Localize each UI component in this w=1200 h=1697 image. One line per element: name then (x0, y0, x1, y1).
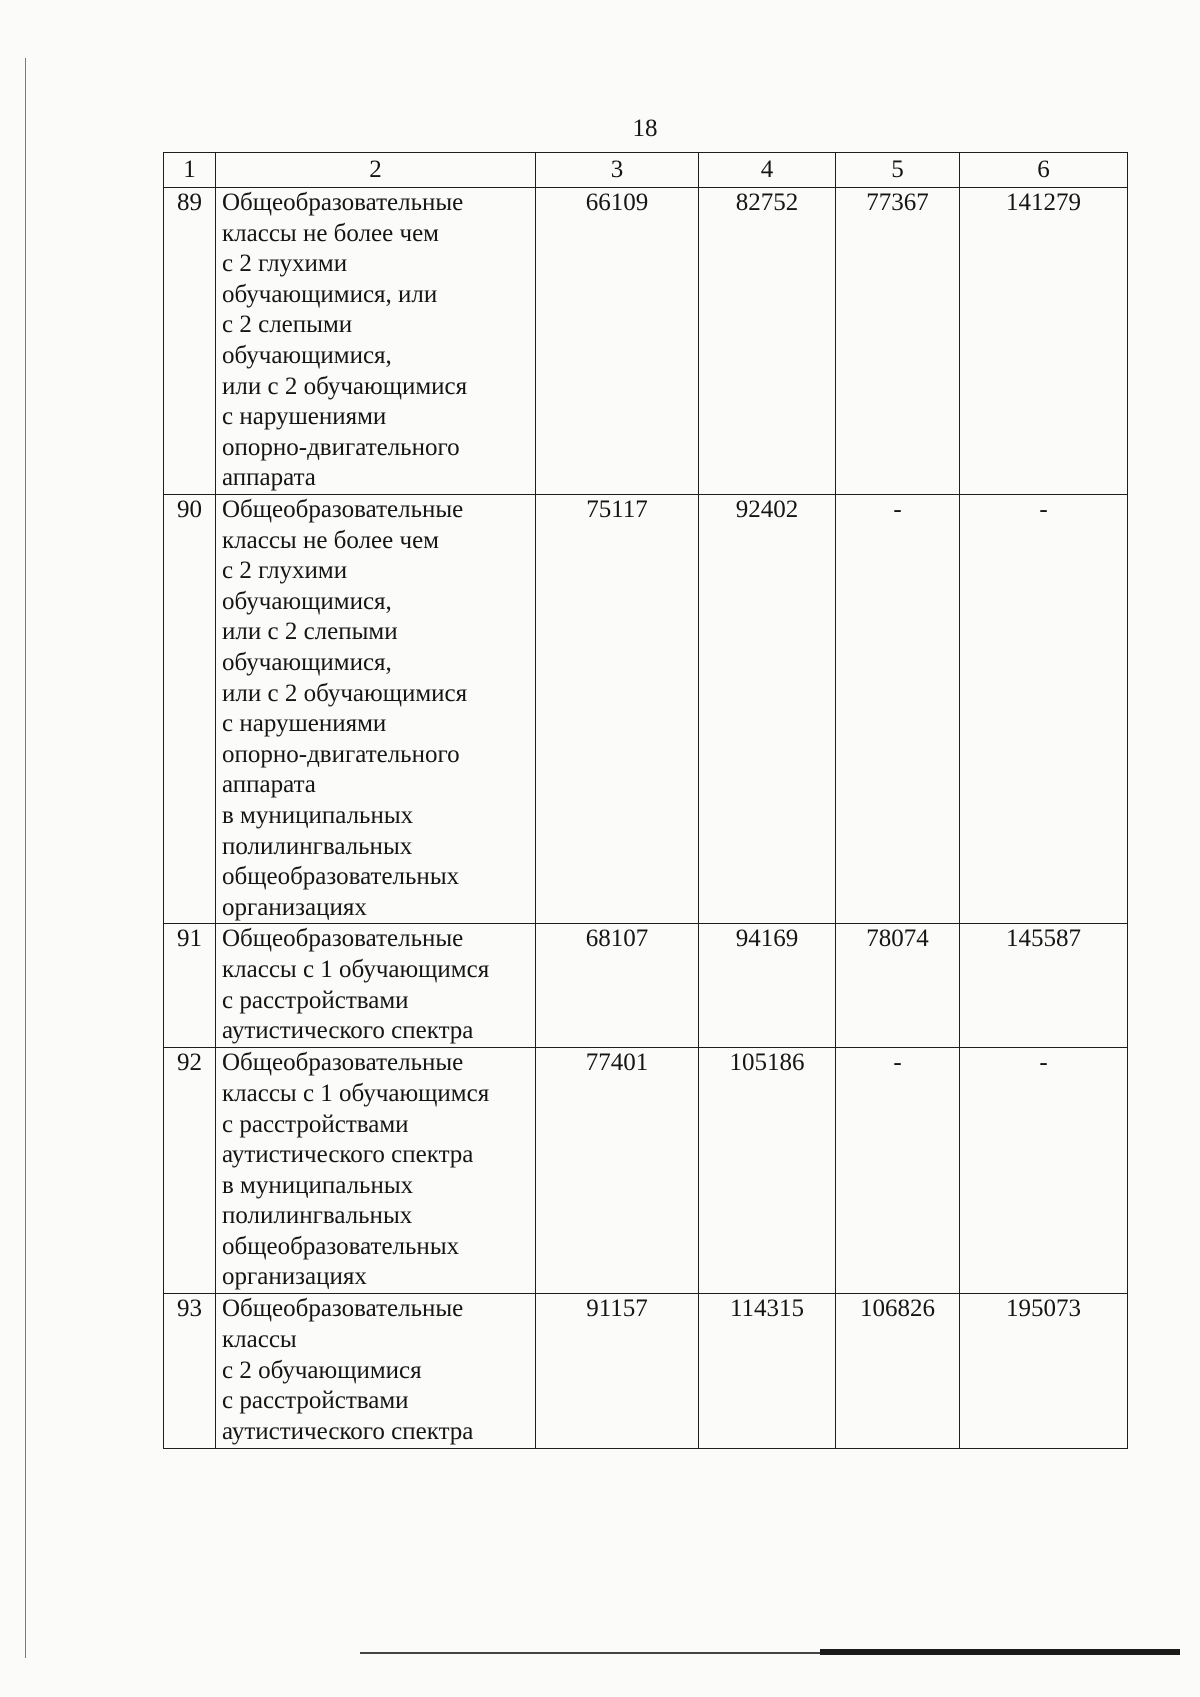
value-col-3: 75117 (536, 495, 699, 924)
description-line: обучающимися, или (222, 280, 438, 308)
description-line: с 2 обучающимися (222, 1356, 422, 1384)
description-line: с расстройствами (222, 1110, 409, 1138)
description-line: организациях (222, 1263, 367, 1291)
value-col-6: 141279 (960, 188, 1128, 495)
value-col-6: - (960, 1048, 1128, 1294)
description-line: обучающимися, (222, 648, 392, 676)
header-cell: 2 (216, 153, 536, 188)
value-col-5: 77367 (836, 188, 960, 495)
value-col-6: 145587 (960, 924, 1128, 1048)
description-line: классы с 1 обучающимся (222, 1079, 490, 1107)
description-line: или с 2 обучающимися (222, 679, 468, 707)
value-col-5: - (836, 1048, 960, 1294)
description-line: аутистического спектра (222, 1141, 474, 1169)
description-line: аутистического спектра (222, 1417, 474, 1445)
header-cell: 5 (836, 153, 960, 188)
row-description (216, 1294, 536, 1449)
description-line: с 2 слепыми (222, 311, 353, 339)
value-col-6: 195073 (960, 1294, 1128, 1449)
description-line: в муниципальных (222, 801, 414, 829)
row-number: 91 (164, 924, 216, 1048)
description-line: классы не более чем (222, 219, 439, 247)
description-line: полилингвальных (222, 1202, 413, 1230)
row-description (216, 495, 536, 924)
description-line: с расстройствами (222, 1387, 409, 1415)
description-line: с 2 глухими (222, 557, 348, 585)
description-line: аппарата (222, 464, 316, 492)
description-line: опорно-двигательного (222, 740, 460, 768)
table-row (164, 1294, 1128, 1449)
description-line: или с 2 слепыми (222, 618, 398, 646)
value-col-3: 66109 (536, 188, 699, 495)
description-line: в муниципальных (222, 1171, 414, 1199)
left-margin-line (25, 58, 26, 1658)
value-col-3: 77401 (536, 1048, 699, 1294)
row-description (216, 188, 536, 495)
value-col-4: 82752 (699, 188, 836, 495)
bottom-rule (820, 1649, 1180, 1655)
value-col-3: 68107 (536, 924, 699, 1048)
table-row (164, 1048, 1128, 1294)
page-number: 18 (632, 115, 658, 142)
description-line: организациях (222, 893, 367, 921)
value-col-6: - (960, 495, 1128, 924)
row-number: 90 (164, 495, 216, 924)
table-row (164, 495, 1128, 924)
value-col-5: 106826 (836, 1294, 960, 1449)
description-line: Общеобразовательные (222, 1295, 464, 1323)
table-row (164, 924, 1128, 1048)
tariff-table (163, 152, 1128, 1449)
table-row (164, 188, 1128, 495)
description-line: с 2 глухими (222, 250, 348, 278)
description-line: общеобразовательных (222, 863, 460, 891)
description-line: с расстройствами (222, 986, 409, 1014)
value-col-5: 78074 (836, 924, 960, 1048)
description-line: или с 2 обучающимися (222, 372, 468, 400)
description-line: с нарушениями (222, 403, 387, 431)
description-line: обучающимися, (222, 587, 392, 615)
value-col-5: - (836, 495, 960, 924)
value-col-4: 105186 (699, 1048, 836, 1294)
value-col-4: 92402 (699, 495, 836, 924)
value-col-4: 94169 (699, 924, 836, 1048)
description-line: полилингвальных (222, 832, 413, 860)
description-line: Общеобразовательные (222, 189, 464, 216)
header-cell: 1 (164, 153, 216, 188)
description-line: аппарата (222, 771, 316, 799)
table-header-row (164, 153, 1128, 188)
description-line: классы не более чем (222, 526, 439, 554)
header-cell: 3 (536, 153, 699, 188)
description-line: аутистического спектра (222, 1017, 474, 1045)
row-description (216, 924, 536, 1048)
description-line: с нарушениями (222, 710, 387, 738)
description-line: Общеобразовательные (222, 1049, 464, 1077)
row-number: 93 (164, 1294, 216, 1449)
description-line: опорно-двигательного (222, 433, 460, 461)
description-line: классы с 1 обучающимся (222, 955, 490, 983)
description-line: Общеобразовательные (222, 496, 464, 523)
description-line: обучающимися, (222, 341, 392, 369)
description-line: Общеобразовательные (222, 925, 464, 953)
row-description (216, 1048, 536, 1294)
value-col-3: 91157 (536, 1294, 699, 1449)
header-cell: 6 (960, 153, 1128, 188)
description-line: общеобразовательных (222, 1232, 460, 1260)
header-cell: 4 (699, 153, 836, 188)
description-line: классы (222, 1325, 297, 1353)
row-number: 89 (164, 188, 216, 495)
row-number: 92 (164, 1048, 216, 1294)
value-col-4: 114315 (699, 1294, 836, 1449)
